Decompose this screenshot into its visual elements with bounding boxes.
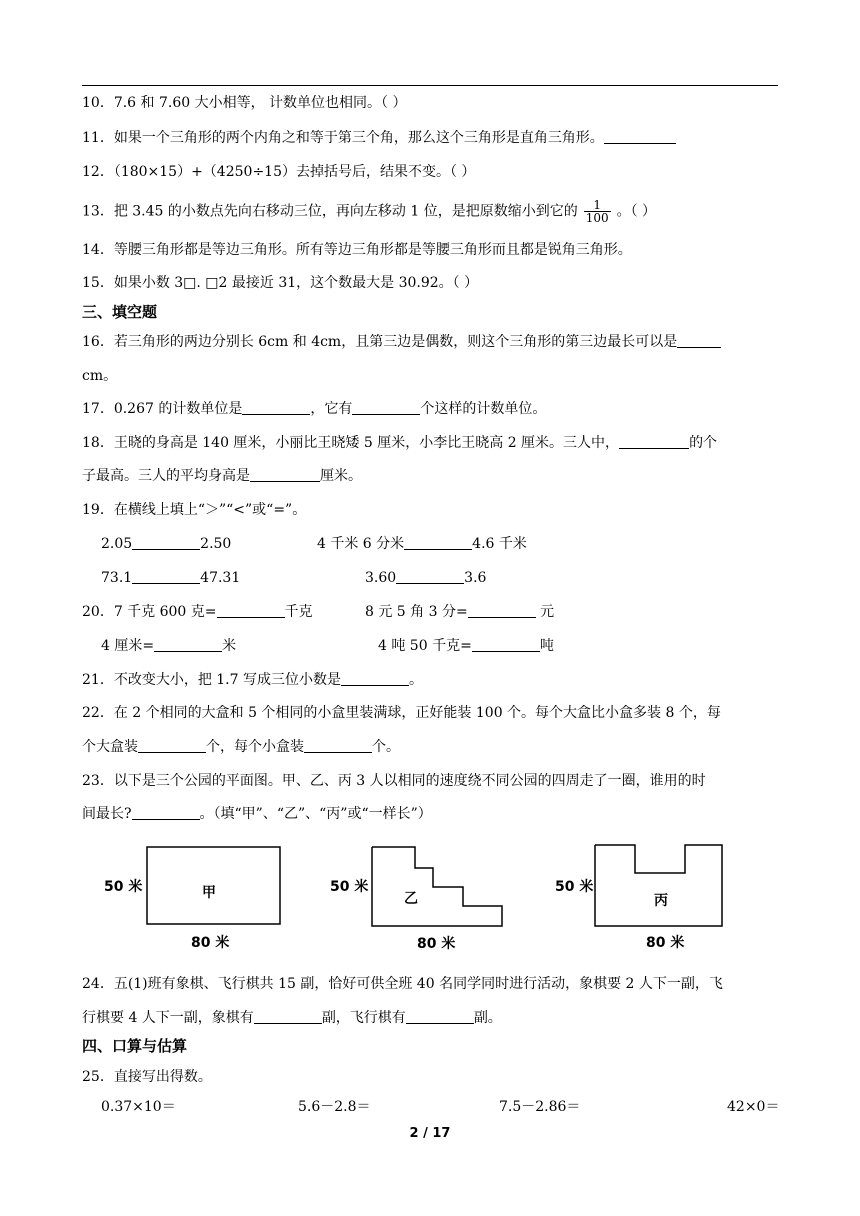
answer-blank[interactable] xyxy=(242,400,310,415)
park-jia-height: 50 米 xyxy=(104,879,143,895)
question-17: 17．0.267 的计数单位是 ，它有 个这样的计数单位。 xyxy=(82,401,547,417)
section-heading-3: 三、填空题 xyxy=(82,303,158,321)
fraction: $\frac{1}{100}$ xyxy=(585,198,609,225)
question-21: 21．不改变大小，把 1.7 写成三位小数是 。 xyxy=(82,672,423,688)
question-19: 19．在横线上填上“＞”“<”或“=”。 xyxy=(82,502,307,518)
header-rule xyxy=(82,85,778,86)
park-yi-shape xyxy=(372,847,502,926)
answer-blank[interactable] xyxy=(132,569,200,584)
park-yi-height: 50 米 xyxy=(330,879,369,895)
convert-item-4: 4 吨 50 千克= 吨 xyxy=(378,638,554,654)
question-15: 15．如果小数 3□. □2 最接近 31，这个数最大是 30.92。（ ） xyxy=(82,275,479,291)
answer-blank[interactable] xyxy=(396,569,464,584)
compare-item-1: 2.05 2.50 xyxy=(101,536,232,552)
answer-blank[interactable] xyxy=(138,738,206,753)
question-25: 25．直接写出得数。 xyxy=(82,1069,212,1085)
park-bing-height: 50 米 xyxy=(555,879,594,895)
answer-blank[interactable] xyxy=(341,671,409,686)
answer-blank[interactable] xyxy=(677,333,721,348)
section-heading-4: 四、口算与估算 xyxy=(82,1037,188,1055)
answer-blank[interactable] xyxy=(619,434,689,449)
calc-item-4: 42×0＝ xyxy=(727,1099,780,1115)
question-11: 11．如果一个三角形的两个内角之和等于第三个角，那么这个三角形是直角三角形。 xyxy=(82,129,676,147)
park-bing-label: 丙 xyxy=(654,893,668,909)
answer-blank[interactable] xyxy=(132,535,200,550)
answer-blank[interactable] xyxy=(604,129,676,144)
park-yi-label: 乙 xyxy=(404,891,418,907)
compare-item-3: 73.1 47.31 xyxy=(101,570,241,586)
convert-item-2: 8 元 5 角 3 分= 元 xyxy=(365,604,555,620)
question-23-cont: 间最长? 。（填“甲”、“乙”、“丙”或“一样长”） xyxy=(82,806,432,822)
question-18-cont: 子最高。三人的平均身高是 厘米。 xyxy=(82,468,362,484)
question-24-cont: 行棋要 4 人下一副，象棋有 副，飞行棋有 副。 xyxy=(82,1010,502,1026)
answer-blank[interactable] xyxy=(304,738,372,753)
answer-blank[interactable] xyxy=(404,535,472,550)
answer-blank[interactable] xyxy=(352,400,420,415)
park-jia-label: 甲 xyxy=(202,885,216,901)
question-16: 16．若三角形的两边分别长 6cm 和 4cm，且第三边是偶数，则这个三角形的第三边最长可以是 xyxy=(82,333,721,351)
calc-item-3: 7.5－2.86＝ xyxy=(499,1099,581,1115)
park-jia-width: 80 米 xyxy=(191,935,230,951)
question-10: 10．7.6 和 7.60 大小相等， 计数单位也相同。（ ） xyxy=(82,95,407,111)
answer-blank[interactable] xyxy=(472,637,540,652)
question-22-cont: 个大盒装 个，每个小盒装 个。 xyxy=(82,739,400,755)
page-number: 2 / 17 xyxy=(409,1126,451,1141)
question-12: 12．（180×15）+（4250÷15）去掉括号后，结果不变。（ ） xyxy=(82,164,476,180)
answer-blank[interactable] xyxy=(468,603,536,618)
compare-item-4: 3.60 3.6 xyxy=(365,570,487,586)
convert-item-3: 4 厘米= 米 xyxy=(101,638,237,654)
convert-item-1: 20．7 千克 600 克= 千克 xyxy=(82,604,313,620)
answer-blank[interactable] xyxy=(217,603,285,618)
calc-item-2: 5.6－2.8＝ xyxy=(298,1099,371,1115)
park-bing-width: 80 米 xyxy=(646,935,685,951)
answer-blank[interactable] xyxy=(406,1009,474,1024)
question-18: 18．王晓的身高是 140 厘米，小丽比王晓矮 5 厘米，小李比王晓高 2 厘米。三人中， 的个 xyxy=(82,435,718,451)
compare-item-2: 4 千米 6 分米 4.6 千米 xyxy=(317,536,527,552)
answer-blank[interactable] xyxy=(132,805,200,820)
question-24: 24．五(1)班有象棋、飞行棋共 15 副，恰好可供全班 40 名同学同时进行活动，象棋要 2 人下一副，飞 xyxy=(82,976,723,992)
calc-item-1: 0.37×10＝ xyxy=(101,1099,176,1115)
question-13: 13．把 3.45 的小数点先向右移动三位，再向左移动 1 位，是把原数缩小到它的 $\frac{1}{100}$ 。（ ） xyxy=(82,198,657,225)
park-bing-shape xyxy=(595,845,722,926)
question-22: 22．在 2 个相同的大盒和 5 个相同的小盒里装满球，正好能装 100 个。每个大盒比小盒多装 8 个，每 xyxy=(82,705,721,721)
answer-blank[interactable] xyxy=(254,1009,322,1024)
answer-blank[interactable] xyxy=(250,467,320,482)
answer-blank[interactable] xyxy=(154,637,222,652)
park-yi-width: 80 米 xyxy=(417,936,456,952)
question-16-cont: cm。 xyxy=(82,368,118,384)
question-14: 14．等腰三角形都是等边三角形。所有等边三角形都是等腰三角形而且都是锐角三角形。 xyxy=(82,242,632,258)
question-23: 23．以下是三个公园的平面图。甲、乙、丙 3 人以相同的速度绕不同公园的四周走了一圈，谁用的时 xyxy=(82,773,706,789)
